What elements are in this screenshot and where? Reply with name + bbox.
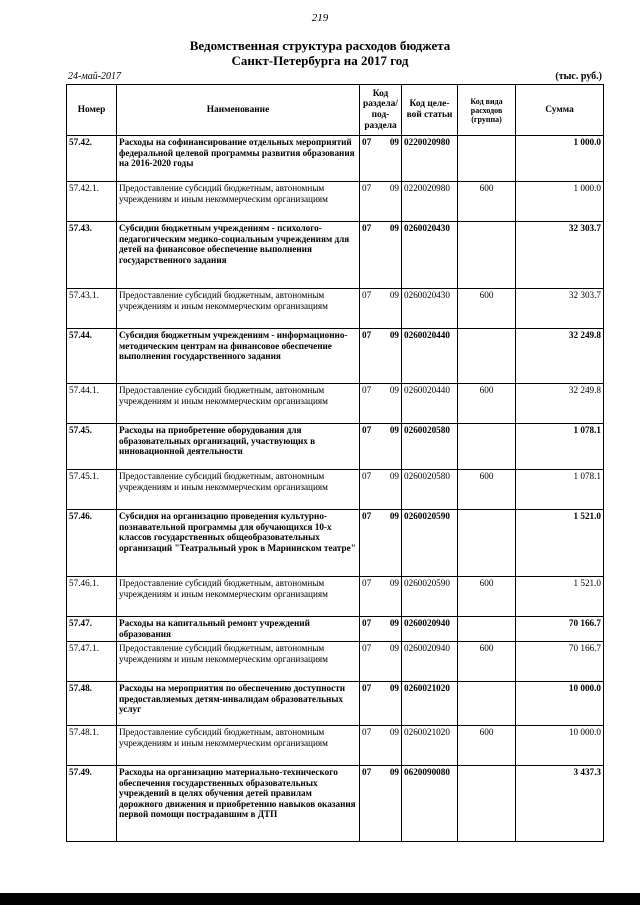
row-expense-type bbox=[458, 766, 516, 842]
row-sum: 32 303.7 bbox=[516, 289, 604, 329]
row-number: 57.43.1. bbox=[67, 289, 117, 329]
row-name: Расходы на организацию материально-технического обеспечения государственных образовательных учреждений в целях обучения детей правилам дорожного движения и приобретению навыков оказания первой помощи пострадавшим в ДТП bbox=[117, 766, 360, 842]
row-sum: 1 000.0 bbox=[516, 182, 604, 222]
scan-edge-bar bbox=[0, 893, 640, 905]
budget-table bbox=[66, 84, 604, 842]
row-number: 57.44. bbox=[67, 329, 117, 384]
row-sum: 1 521.0 bbox=[516, 510, 604, 577]
row-sum: 70 166.7 bbox=[516, 642, 604, 682]
row-target-code: 0220020980 bbox=[402, 136, 458, 182]
budget-table-body bbox=[67, 136, 604, 842]
row-subsection-code: 09 bbox=[381, 424, 402, 470]
row-target-code: 0260020940 bbox=[402, 617, 458, 642]
row-number: 57.45.1. bbox=[67, 470, 117, 510]
table-row bbox=[67, 329, 604, 384]
row-sum: 10 000.0 bbox=[516, 682, 604, 726]
document-title bbox=[0, 38, 640, 68]
row-name: Расходы на софинансирование отдельных мероприятий федеральной целевой программы развития образования на 2016-2020 годы bbox=[117, 136, 360, 182]
row-sum: 32 249.8 bbox=[516, 384, 604, 424]
row-section-code: 07 bbox=[360, 510, 381, 577]
row-name: Субсидия бюджетным учреждениям - информационно-методическим центрам на финансовое обеспечение выполнения государственного задания bbox=[117, 329, 360, 384]
title-line-2: Санкт-Петербурга на 2017 год bbox=[231, 53, 409, 68]
table-row bbox=[67, 424, 604, 470]
row-target-code: 0260020590 bbox=[402, 577, 458, 617]
row-sum: 1 521.0 bbox=[516, 577, 604, 617]
row-expense-type bbox=[458, 424, 516, 470]
row-expense-type bbox=[458, 222, 516, 289]
row-sum: 70 166.7 bbox=[516, 617, 604, 642]
row-subsection-code: 09 bbox=[381, 642, 402, 682]
row-sum: 32 249.8 bbox=[516, 329, 604, 384]
row-name: Расходы на мероприятия по обеспечению доступности предоставляемых детям-инвалидам образовательных услуг bbox=[117, 682, 360, 726]
row-expense-type: 600 bbox=[458, 726, 516, 766]
row-name: Предоставление субсидий бюджетным, автономным учреждениям и иным некоммерческим организациям bbox=[117, 384, 360, 424]
row-number: 57.44.1. bbox=[67, 384, 117, 424]
row-section-code: 07 bbox=[360, 136, 381, 182]
row-target-code: 0260020440 bbox=[402, 384, 458, 424]
row-target-code: 0260020430 bbox=[402, 222, 458, 289]
row-section-code: 07 bbox=[360, 577, 381, 617]
table-row bbox=[67, 617, 604, 642]
row-subsection-code: 09 bbox=[381, 682, 402, 726]
row-target-code: 0260020580 bbox=[402, 470, 458, 510]
row-subsection-code: 09 bbox=[381, 289, 402, 329]
row-expense-type: 600 bbox=[458, 577, 516, 617]
row-name: Субсидия на организацию проведения культурно-познавательной программы для обучающихся 10-х классов государственных общеобразовательных организаций "Театральный урок в Мариинском театре" bbox=[117, 510, 360, 577]
row-section-code: 07 bbox=[360, 329, 381, 384]
row-name: Предоставление субсидий бюджетным, автономным учреждениям и иным некоммерческим организациям bbox=[117, 182, 360, 222]
row-section-code: 07 bbox=[360, 182, 381, 222]
row-expense-type: 600 bbox=[458, 470, 516, 510]
row-sum: 1 078.1 bbox=[516, 424, 604, 470]
row-number: 57.46. bbox=[67, 510, 117, 577]
table-row bbox=[67, 222, 604, 289]
row-section-code: 07 bbox=[360, 289, 381, 329]
row-target-code: 0260020440 bbox=[402, 329, 458, 384]
table-row bbox=[67, 384, 604, 424]
row-subsection-code: 09 bbox=[381, 470, 402, 510]
row-subsection-code: 09 bbox=[381, 329, 402, 384]
row-expense-type bbox=[458, 510, 516, 577]
row-sum: 32 303.7 bbox=[516, 222, 604, 289]
units-label: (тыс. руб.) bbox=[555, 71, 602, 82]
row-name: Предоставление субсидий бюджетным, автономным учреждениям и иным некоммерческим организациям bbox=[117, 577, 360, 617]
row-section-code: 07 bbox=[360, 726, 381, 766]
row-expense-type: 600 bbox=[458, 289, 516, 329]
row-expense-type: 600 bbox=[458, 642, 516, 682]
row-name: Расходы на приобретение оборудования для образовательных организаций, участвующих в инновационной деятельности bbox=[117, 424, 360, 470]
row-subsection-code: 09 bbox=[381, 222, 402, 289]
row-target-code: 0260021020 bbox=[402, 726, 458, 766]
row-section-code: 07 bbox=[360, 424, 381, 470]
row-subsection-code: 09 bbox=[381, 510, 402, 577]
row-number: 57.42.1. bbox=[67, 182, 117, 222]
page-number: 219 bbox=[311, 12, 329, 24]
row-number: 57.47. bbox=[67, 617, 117, 642]
row-subsection-code: 09 bbox=[381, 617, 402, 642]
row-subsection-code: 09 bbox=[381, 766, 402, 842]
header-row bbox=[67, 85, 604, 136]
document-date: 24-май-2017 bbox=[68, 71, 122, 82]
row-name: Предоставление субсидий бюджетным, автономным учреждениям и иным некоммерческим организациям bbox=[117, 470, 360, 510]
table-row bbox=[67, 682, 604, 726]
row-target-code: 0260020580 bbox=[402, 424, 458, 470]
row-number: 57.43. bbox=[67, 222, 117, 289]
table-row bbox=[67, 289, 604, 329]
row-name: Субсидии бюджетным учреждениям - психолого-педагогическим медико-социальным учреждениям для детей на финансовое обеспечение выполнения государственного задания bbox=[117, 222, 360, 289]
table-row bbox=[67, 577, 604, 617]
row-section-code: 07 bbox=[360, 384, 381, 424]
row-subsection-code: 09 bbox=[381, 384, 402, 424]
row-sum: 1 000.0 bbox=[516, 136, 604, 182]
row-number: 57.48. bbox=[67, 682, 117, 726]
row-section-code: 07 bbox=[360, 766, 381, 842]
row-name: Предоставление субсидий бюджетным, автономным учреждениям и иным некоммерческим организациям bbox=[117, 642, 360, 682]
row-name: Предоставление субсидий бюджетным, автономным учреждениям и иным некоммерческим организациям bbox=[117, 289, 360, 329]
row-expense-type bbox=[458, 617, 516, 642]
row-name: Расходы на капитальный ремонт учреждений образования bbox=[117, 617, 360, 642]
row-target-code: 0620090080 bbox=[402, 766, 458, 842]
row-number: 57.46.1. bbox=[67, 577, 117, 617]
title-line-1: Ведомственная структура расходов бюджета bbox=[189, 38, 451, 53]
row-expense-type bbox=[458, 682, 516, 726]
row-number: 57.49. bbox=[67, 766, 117, 842]
table-row bbox=[67, 182, 604, 222]
row-sum: 10 000.0 bbox=[516, 726, 604, 766]
header-target: Код целе-вой статьи bbox=[402, 85, 458, 136]
row-subsection-code: 09 bbox=[381, 182, 402, 222]
row-expense-type: 600 bbox=[458, 384, 516, 424]
table-row bbox=[67, 642, 604, 682]
row-section-code: 07 bbox=[360, 470, 381, 510]
row-expense-type bbox=[458, 136, 516, 182]
row-target-code: 0260020590 bbox=[402, 510, 458, 577]
table-row bbox=[67, 470, 604, 510]
row-section-code: 07 bbox=[360, 682, 381, 726]
header-sum: Сумма bbox=[516, 85, 604, 136]
row-subsection-code: 09 bbox=[381, 726, 402, 766]
row-section-code: 07 bbox=[360, 642, 381, 682]
row-target-code: 0260021020 bbox=[402, 682, 458, 726]
row-sum: 3 437.3 bbox=[516, 766, 604, 842]
row-section-code: 07 bbox=[360, 617, 381, 642]
row-expense-type bbox=[458, 329, 516, 384]
header-name: Наименование bbox=[117, 85, 360, 136]
row-target-code: 0220020980 bbox=[402, 182, 458, 222]
row-number: 57.42. bbox=[67, 136, 117, 182]
header-expense-type: Код вида расходов (группа) bbox=[458, 85, 516, 136]
row-sum: 1 078.1 bbox=[516, 470, 604, 510]
row-target-code: 0260020430 bbox=[402, 289, 458, 329]
header-section: Код раздела/ под-раздела bbox=[360, 85, 402, 136]
row-number: 57.48.1. bbox=[67, 726, 117, 766]
row-number: 57.45. bbox=[67, 424, 117, 470]
row-section-code: 07 bbox=[360, 222, 381, 289]
table-row bbox=[67, 766, 604, 842]
table-row bbox=[67, 510, 604, 577]
table-row bbox=[67, 136, 604, 182]
row-expense-type: 600 bbox=[458, 182, 516, 222]
row-target-code: 0260020940 bbox=[402, 642, 458, 682]
row-subsection-code: 09 bbox=[381, 136, 402, 182]
row-subsection-code: 09 bbox=[381, 577, 402, 617]
header-number: Номер bbox=[67, 85, 117, 136]
row-number: 57.47.1. bbox=[67, 642, 117, 682]
table-row bbox=[67, 726, 604, 766]
row-name: Предоставление субсидий бюджетным, автономным учреждениям и иным некоммерческим организациям bbox=[117, 726, 360, 766]
